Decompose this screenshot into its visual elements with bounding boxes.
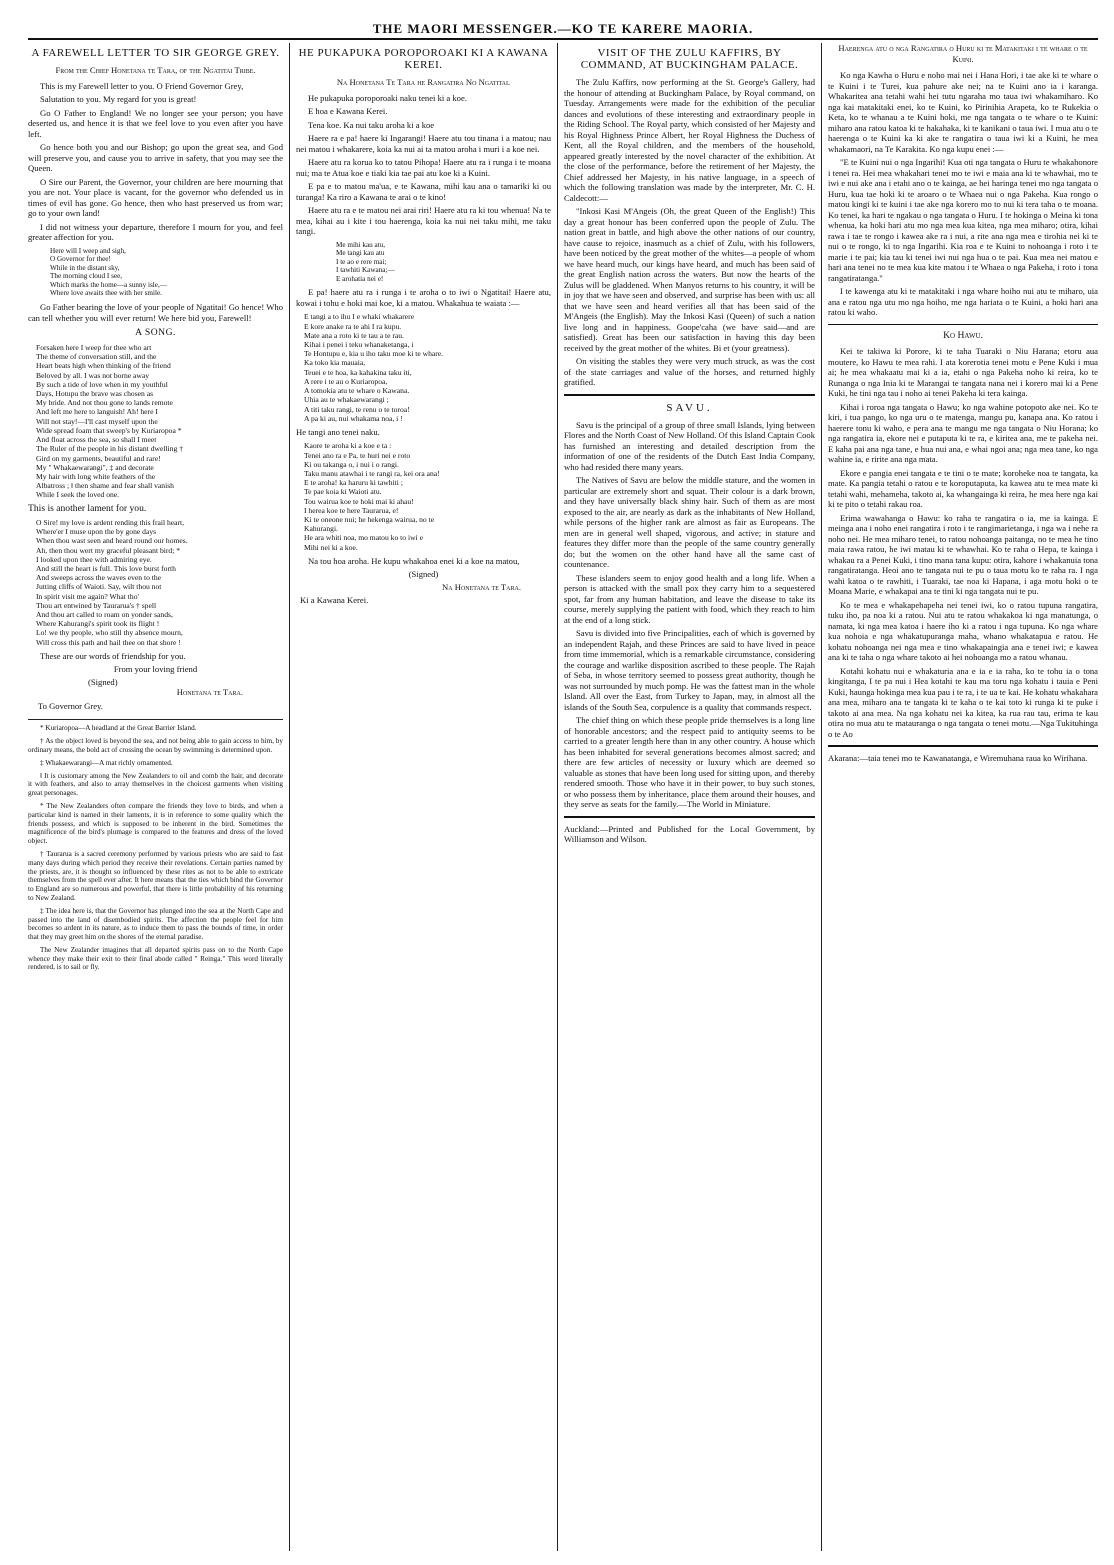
footnotes	[28, 719, 283, 972]
song-line: The theme of conversation still, and the	[36, 352, 157, 362]
footnote: † Taurarua is a sacred ceremony performed by various priests who are said to fast many days during which period they receive their revelations. Certain parties named by the priests, are, it is thought so influenced by these rites as not to be able to extricate themselves from the spell ever after. It here means that the ties which bind the Governor to England are so numerous and powerful, that there is little probability of his returning to New Zealand.	[28, 849, 283, 902]
poem-line: Me mihi kau atu,	[336, 240, 386, 249]
lament-line: O Sire! my love is ardent rending this frail heart,	[36, 518, 185, 528]
song-line: By such a tide of love when in my youthful	[36, 379, 168, 389]
poem-line: O Governor for thee!	[50, 255, 111, 264]
lament-line: Ah, then thou wert my graceful pleasant bird; *	[36, 545, 181, 555]
article-title: Ko Hawu.	[943, 329, 983, 341]
article-title: VISIT OF THE ZULU KAFFIRS, BY COMMAND, AT BUCKINGHAM PALACE.	[580, 47, 799, 71]
song-line: Heart beats high when thinking of the friend	[36, 361, 171, 371]
from-line: From your loving friend	[113, 664, 198, 675]
footnote: ‡ The idea here is, that the Governor has plunged into the sea at the North Cape and passed into the land of disembodied spirits. The affection the people feel for him becomes so ardent in its nature, as to induce them to pass the bounds of time, in order that they may greet him on the shores of the eternal paradise.	[28, 906, 283, 942]
song-line: My hair with long white feathers of the	[36, 471, 156, 481]
footnote: The New Zealander imagines that all departed spirits pass on to the North Cape whence they make their exit to their final abode called " Reinga." This word literally rendered, is to sail or fly.	[28, 945, 283, 972]
song-title: A SONG.	[135, 327, 176, 339]
paragraph: E pa! haere atu ra i runga i te aroha o to iwi o Ngatitai! Haere atu, kowai i tohu e hoki mai koe, ki a matou. Whakahua te waiata :—	[296, 287, 551, 308]
footnote: † As the object loved is beyond the sea, and not being able to gain access to him, by ordinary means, the bold act of crossing the ocean by swimming is determined upon.	[28, 737, 283, 754]
lament-line: Will cross this path and hail thee on that shore !	[36, 637, 181, 647]
lament-line: I looked upon thee with admiring eye.	[36, 554, 152, 564]
lament-line: When thou wast seen and heard round our homes.	[36, 536, 188, 546]
poem-line: E arohatia nei e!	[336, 274, 384, 283]
poem-line: Mate ana a roto ki te tau a te rau.	[304, 330, 404, 340]
signature: Na Honetana te Tara.	[442, 581, 521, 592]
column-huru-hawu	[822, 43, 1098, 1551]
poem-line: I herea koe te here Taurarua, e!	[304, 505, 399, 515]
signature: Honetana te Tara.	[176, 687, 243, 698]
paragraph: I did not witness your departure, therefore I mourn for you, and feel greater affection for you.	[28, 221, 283, 242]
song-line: And float across the sea, so shall I meet	[36, 435, 157, 445]
paragraph: Kei te takiwa ki Porore, ki te taha Tuaraki o Niu Harana; etoru aua moutere, ko Hawu te mea rahi. I ata korerotia tenei motu e Pene Kuki i mua ai; he mea whakaatu mai ki a ia, etahi o nga Pakeha noho ki reira, ko te Runanga o nga Inia ki te Marangai te tangata nana nei i korero mai ki a Pene Kuki, he tini nga tau i noho ai tenei Pakeha ki tera kainga.	[828, 346, 1098, 398]
poem	[336, 241, 551, 284]
tangi	[304, 441, 551, 551]
footnote: * Kuriaropoa—A headland at the Great Barrier Island.	[40, 724, 197, 733]
poem-line: I te ao e rere mai;	[336, 257, 387, 266]
paragraph: The Natives of Savu are below the middle stature, and the women in particular are extremely short and squat. Their colour is a dark brown, and they have universally black shiny hair. Such of them as are most exposed to the air, are nearly as dark as the inhabitants of New Holland, while persons of the higher rank are almost as fair as Europeans. The men are in general well shaped, vigorous, and active; in stature and features they differ more than the people of the same country generally do; but the women on the other hand have all the same cast of countenance.	[564, 475, 815, 569]
intro: He tangi ano tenei naku.	[296, 426, 380, 437]
paragraph: Kihai i roroa nga tangata o Hawu; ko nga wahine potopoto ake nei. Ko te kiri, i tua pango, ko nga uru o te matenga, mangu pu, kanapa ana. Ko ratou i haerere tonu ki waho, e pera ana te mangu me nga tangata o Niu Horana; ko nga rangatira ia, ekore nei e putaputa ki te ra, e kiritea ana, me te pakeha nei. E kaha pai ana nga tane, e hua nui ana, e whai ngoi ana; nga mea tane, ko nga wahine ia, e ririte ana nga mata.	[828, 401, 1098, 464]
song-line: The Ruler of the people in his distant dwelling †	[36, 444, 183, 454]
song-line: Days, Hotupu the brave was chosen as	[36, 389, 154, 399]
footnote: * The New Zealanders often compare the friends they love to birds, and when a particular kind is named in their laments, it is in reference to some quality which the friends possess, and which is supposed to be inherent in the bird. Sometimes the magnificence of the bird's plumage is compared to the features and dress of the loved object.	[28, 801, 283, 846]
paragraph: Go Father bearing the love of your people of Ngatitai! Go hence! Who can tell whether you will ever return! We here bid you, Farewell!	[28, 302, 283, 323]
poem-line: Uhia au te whakaewarangi ;	[304, 395, 389, 405]
divider	[564, 816, 815, 818]
footnote: ‖ It is customary among the New Zealanders to oil and comb the hair, and decorate it with feathers, and also to array themselves in the choicest garments when visiting great personages.	[28, 771, 283, 798]
poem-line: A pa ki au, nui whakama noa, i !	[304, 413, 403, 423]
poem-line: Kaore te aroha ki a koe e ta :	[304, 441, 392, 451]
paragraph: O Sire our Parent, the Governor, your children are here mourning that you are not. Your place is vacant, for the governor who defended us in times of evil has gone. Go hence, then who hast preserved us from war; go to your own land!	[28, 176, 283, 218]
paragraph: The Zulu Kaffirs, now performing at the St. George's Gallery, had the honour of attending at Buckingham Palace, by Royal command, on Tuesday. Arrangements were made for the exhibition of the peculiar dances and evolutions of these interesting and extraordinary people in the Riding School. The Royal party, which consisted of her Majesty and his Royal Highness Prince Albert, her Royal Highness the Duchess of Kent, all the Royal children, and the members of the household, appeared greatly interested by the novel character of the exhibition. At the close of the performance, before the retirement of her Majesty, the Chief addressed her Majesty, in his native language, in a speech of which the following translation was made by the interpreter, Mr. C. H. Caldecott:—	[564, 77, 815, 203]
closing: These are our words of friendship for you.	[40, 650, 186, 661]
song-line: My " Whakaewarangi", ‡ and decorate	[36, 462, 154, 472]
poem-line: A rere i te au o Kuriaropoa,	[304, 376, 388, 386]
poem-line: Ka toko kia mauaia,	[304, 358, 366, 368]
divider	[828, 324, 1098, 325]
poem-line: E te aroha! ka haruru ki tawhiti ;	[304, 478, 403, 488]
addressee: To Governor Grey.	[38, 700, 103, 711]
poem-line: E kore anake ra te ahi I ra kupu.	[304, 321, 402, 331]
lament	[36, 518, 283, 647]
lament-line: Where Kahurangi's spirit took its flight !	[36, 619, 160, 629]
poem-line: Kahurangi.	[304, 524, 338, 534]
poem-line: Which marks the home—a sunny isle,—	[50, 280, 167, 289]
poem-line: The morning cloud I see,	[50, 272, 123, 281]
column-farewell-letter	[28, 43, 290, 1551]
poem-line: Teuei e te hoa, ka kahakina taku iti,	[304, 367, 412, 377]
masthead-rule	[28, 38, 1098, 40]
paragraph: On visiting the stables they were very much struck, as was the cost of the state carriages and value of the horses, and returned highly gratified.	[564, 356, 815, 387]
poem-line: Taku manu atawhai i te rangi ra, kei ora ana!	[304, 469, 440, 479]
song	[36, 343, 283, 499]
imprint: Akarana:—taia tenei mo te Kawanatanga, e Wiremuhana raua ko Wirihana.	[828, 753, 1088, 763]
article-byline: From the Chief Honetana te Tara, of the Ngatitai Tribe.	[55, 65, 256, 75]
poem-line: Tou wairua koe te hoki mai ki ahau!	[304, 496, 414, 506]
waiata	[304, 312, 551, 422]
song-line: Will not stay!—I'll cast myself upon the	[36, 416, 158, 426]
article-title: Haerenga atu o nga Rangatira o Huru ki te Matakitaki i te whare o te Kuini.	[838, 43, 1088, 64]
addressee: Ki a Kawana Kerei.	[300, 595, 369, 606]
song-line: Beloved by all. I was not borne away	[36, 370, 150, 380]
song-line: Albatross ; ‖ then shame and fear shall vanish	[36, 481, 174, 491]
signed-label: (Signed)	[88, 676, 118, 687]
poem-line: A titi taku rangi, te renu o te toroa!	[304, 404, 410, 414]
divider	[564, 394, 815, 396]
paragraph: This is my Farewell letter to you. O Friend Governor Grey,	[40, 80, 244, 91]
poem-line: Te pae koia ki Waioti atu.	[304, 487, 382, 497]
poem-line: Where love awaits thee with her smile.	[50, 289, 162, 298]
poem-line: Kihai i penei i teku whanaketanga, i	[304, 340, 414, 350]
article-title: A FAREWELL LETTER TO SIR GEORGE GREY.	[31, 47, 280, 59]
paragraph: Erima wawahanga o Hawu: ko raha te rangatira o ia, me ia kainga. E meinga ana i noho enei rangatira i roto i te rangimarietanga, i nga wa i nehe ra noho nei. He mea miharo tenei, to ratou nohoanga paitanga, no te mea he tino maia rawa ratou, he iwi matau ki te whawhai. Ko te raha o Hepa, te kainga i whakau ra a Penei Kuki, i tino mana tana kupu: otira, kahore i whakanuia tona rangatiratanga. Heoi ano te tangata nui te pu o taua motu ko te raha ra. I nga wahi katoa o te rawhiti, i Tuaraki, tae noa ki Hapana, i aga motu hoki o te Moana Marie, e whakapai ana te tini ki nga tangata nui te pu.	[828, 512, 1098, 596]
column-zulu-savu	[558, 43, 822, 1551]
song-line: Forsaken here I weep for thee who art	[36, 343, 152, 353]
article-byline: Na Honetana Te Tara he Rangatira No Ngatitai.	[336, 77, 511, 87]
poem-line: While in the distant sky,	[50, 263, 120, 272]
lament-title: This is another lament for you.	[28, 502, 147, 514]
paragraph: He pukapuka poroporoaki naku tenei ki a koe.	[308, 92, 467, 103]
paragraph: Savu is divided into five Principalities, each of which is governed by an independent Rajah, and these Princes are said to have lived in peace from time immemorial, which is a remarkable circumstance, considering the courage and warlike disposition ascribed to these people. The Rajah of Seba, in whose territory seemed to possess great authority, though he was not surrounded by much pomp. He was the fattest man in the whole Island. All over the East, from Turkey to Japan, may, in almost all the islands of the South Sea, corpulence is a quality that commands respect.	[564, 628, 815, 712]
paragraph: Savu is the principal of a group of three small Islands, lying between Flores and the North Coast of New Holland. Of this Island Captain Cook has furnished an interesting and detailed description from the information of one of the residents of the Dutch East India Company, who had resided there many years.	[564, 419, 815, 472]
imprint: Auckland:—Printed and Published for the Local Government, by Williamson and Wilson.	[564, 823, 815, 844]
paragraph: Ko nga Kawha o Huru e noho mai nei i Hana Hori, i tae ake ki te whare o te Kuini i te Turei, kua pahure ake nei; na te Kuini ano ia i karanga. Whakaritea ana tetahi wahi hei tutu ngaraha mo taua iwi whakamiharo. Ko nga kai matakitaki enei, ko te Kuini, ko Pirinihia Arapeta, ko te Rukekia o Keta, ko te whanau a te Kuini hoki, me nga tangata o te whare o te Kuini: miharo ana ratou katoa ki te hakahaka, ki te kanikani o taua iwi. I mua atu o te haerenga o te Kuini ka ki ake te rangatira o taua iwi ki a Kuini, he mea whakamaori, na Te Karakita. Ko nga kupu enei :—	[828, 70, 1098, 154]
article-title: SAVU.	[666, 401, 713, 414]
closing: Na tou hoa aroha. He kupu whakahoa enei ki a koe na matou,	[308, 555, 520, 566]
paragraph: E hoa e Kawana Kerei.	[308, 106, 388, 116]
poem	[50, 247, 283, 299]
lament-line: In spirit visit me again? What tho'	[36, 591, 139, 601]
poem-line: Me tangi kau atu	[336, 249, 385, 258]
footnote: ‡ Whakaewarangi—A mat richly ornamented.	[40, 758, 173, 767]
paragraph: Go hence both you and our Bishop; go upon the great sea, and God will preserve you, and cause you to arrive in safety, that you may see the Queen.	[28, 142, 283, 173]
lament-line: Jutting cliffs of Waioti. Say, wilt thou not	[36, 582, 162, 592]
poem-line: He ara whiti noa, mo matou ko to iwi e	[304, 533, 423, 543]
paragraph: Tena koe. Ka nui taku aroha ki a koe	[308, 119, 435, 130]
lament-line: Thou art entwined by Taurarua's † spell	[36, 600, 157, 610]
poem-line: E tangi a to ihu I e whaki whakarere	[304, 312, 415, 322]
signed-label: (Signed)	[408, 569, 439, 580]
lament-line: And thou art called to roam on yonder sands,	[36, 610, 173, 620]
song-line: My bride. And not thou gone to lands remote	[36, 398, 173, 408]
paragraph: I te kawenga atu ki te matakitaki i nga whare hoiho nui atu te miharo, uia ana e ratou nga utu mo nga hoiho, me nga hariata o te Kuini, a hoki hari ana ratou ki waho.	[828, 286, 1098, 317]
poem-line: Mihi nei ki a koe.	[304, 542, 358, 552]
columns	[28, 43, 1098, 1551]
divider	[828, 745, 1098, 747]
poem-line: Here will I weep and sigh,	[50, 246, 126, 255]
paragraph: Ekore e pangia enei tangata e te tini o te mate; koroheke noa te tangata, ka mate. Ka pangia tetahi o ratou e te koroputaputa, ka kawea atu te mea mate ki tetahi wahi, mehameha, takoto ai, ka whangainga ki reira, he mea here nga kai ki te pito o tetahi rakau roa.	[828, 467, 1098, 509]
song-line: And left me here to languish! Ah! here I	[36, 407, 158, 417]
poem-line: Tenei ano ra e Pa, te huri nei e roto	[304, 450, 411, 460]
column-maori-letter	[290, 43, 558, 1551]
paragraph: Salutation to you. My regard for you is great!	[40, 94, 197, 104]
masthead: THE MAORI MESSENGER.—KO TE KARERE MAORIA.	[372, 21, 754, 36]
poem-line: Ki te oneone nui; he hekenga wairua, no te	[304, 515, 435, 525]
paragraph: Haere atu ra korua ko to tatou Pihopa! Haere atu ra i runga i te moana nui; ma te Atua koe e tiaki kia tae pai atu koe ki a Kuini.	[296, 157, 551, 178]
poem-line: Ki ou takanga o, i nui i o rangi.	[304, 459, 399, 469]
lament-line: Lo! we thy people, who still thy absence mourn,	[36, 628, 183, 638]
paragraph: The chief thing on which these people pride themselves is a long line of honorable ancestors; and the respect paid to antiquity seems to be carried to a greater length here than in any other country. A house which has been inhabited for several generations becomes almost sacred; and there are few articles of necessity or luxury which are deemed so valuable as stones that have been long used for sitting upon, and thereby rendered smooth. Those who have it in their power, to buy such stones, or who possess them by inheritance, place them around their houses, and they serve as seats for the family.—The World in Miniature.	[564, 715, 815, 809]
paragraph: These islanders seem to enjoy good health and a long life. When a person is attacked with the small pox they carry him to a sequestered spot, far from any human habitation, and leave the disease to take its course, merely supplying the patient with food, which they reach to him at the end of a long stick.	[564, 572, 815, 625]
paragraph: Go O Father to England! We no longer see your person; you have deserted us, and hence it is that we feel love to you even after you have left.	[28, 107, 283, 139]
paragraph: Kotahi kohatu nui e whakaturia ana e ia e ia raha, ko te tohu ia o tona kingitanga, I te pa nui i Hea kotahi te kau ma toru nga kohatu i tauia e Peni Kuki, haunga hokinga mea kua pau i te ra, i te ua te kai. He kohatu whakahara ana mea, miharo ana te tangata ki te kaha o te kai toto ki runga ki te puke i takoto ai ana mea. Na nga kohatu nei ka kitea, ka rua rau tau, erima te kau otira no mua atu te matauranga o nga tangata o tenei motu.—Nga Tukituhinga o te Ao	[828, 665, 1098, 739]
paragraph: Ko te mea e whakapehapeha nei tenei iwi, ko o ratou tupuna rangatira, tuku iho, pa noa ki a ratou. Nui atu te ratou whakakoa ki nga manatunga, o namata, ki nga mea katoa i haere iho ki a ratou i nga tupuna. Ko nga whare kua nohoia e nga whakatupuranga maha, whano whakatapua e ratou. He kohatu nohoanga nei nga mea e tino whakapaingia ana e tenei iwi; e kawea ana ki te taha o nga whare takoto ai hei nohoanga mo a ratou whanau.	[828, 599, 1098, 662]
poem-line: A tomokia atu te whare o Kawana.	[304, 386, 410, 396]
song-line: While I seek the loved one.	[36, 490, 120, 500]
paragraph: Haere ra e pa! haere ki Ingarangi! Haere atu tou tinana i a matou; nau nei matou i whakarere, koia ka nui ai ta matou aroha i muri i a koe nei.	[296, 133, 551, 154]
poem-line: Te Hontupu e, kia u iho taku moe ki te whare.	[304, 349, 444, 359]
song-line: Wide spread foam that sweep's by Kuriaropoa *	[36, 425, 182, 435]
paragraph: "Inkosi Kasi M'Angeis (Oh, the great Queen of the English!) This day a great honour has been conferred upon the people of Zulu. The nation great in battle, and high above the other nations of our country, have cause to rejoice, inasmuch as a chief of Zulu, with his followers, have been noticed by the great mother of the whites—a people of whom we have heard much, our kings have heard, and much has been said of the great English nation across the waters. But now the hearts of the Zulus will be gladdened. When Manyos returns to his country, it will be in joy that we have seen and observed, and surprise has been with us: all that we have seen and heard verifies all that has been said of the M'Angeis (the English). May the Inkosi Kasi (Queen) of such a nation live long and in happiness. Goope'caha (we have said—and are satisfied). Great has been our satisfaction in having this day been received by the great mother of the whites. Bi et (your greatness).	[564, 206, 815, 353]
song-line: Gird on my garments, beautiful and rare!	[36, 453, 161, 463]
lament-line: And sweeps across the waves even to the	[36, 573, 162, 583]
article-title: HE PUKAPUKA POROPOROAKI KI A KAWANA KEREI.	[298, 47, 549, 71]
paragraph: Haere atu ra e te matou nei arai riri! Haere atu ra ki tou whenua! Na te mea, kihai au i kite i tou haerenga, koia ka nui nei taku mihi, me taku tangi.	[296, 205, 551, 236]
lament-line: Where'er I muse upon the by gone days	[36, 527, 157, 537]
paragraph: "E te Kuini nui o nga Ingarihi! Kua oti nga tangata o Huru te whakahonore i tenei ra. Hei mea whakahari tenei mo te iwi e maia ana ki te whawhai, mo te iwi e nui ake ana i etahi ano o te kainga, ae hei haringa tenei mo nga tangata o Huru, kua tae hoki ki te aroaro o te Whaea nui o nga Pakeha. Kua rongo o matou kingi ki te kuini i tae ake nga korero mo to nui ki tera taha o te moana. Ko tenei, ka hari te ngakau o nga tangata o Huru. I te hokinga o Meina ki tona whenua, ka hoki hari atu mo nga mea kua kitea, nga mea miharo; otira, kihai rawa i tae te rongo i kawea ake ra i nui, a rite ana nga mea e tirohia nei ki te nui o te rongo, ki to nga Ingarihi. Kia roa e te Kuini to nohoanga i roto i te marie i te pai; kia tau ki tenei iwi nui nga hua o te pai. Kua mea nei matou e hari ana tenei no te mea kua kite matou i te Whaea o nga Pakeha, i roto i tona rangatiratanga."	[828, 157, 1098, 283]
paragraph: E pa e to matou ma'ua, e te Kawana, mihi kau ana o tamariki ki ou turanga! Ka riro a Kawana te arai o te kino!	[296, 181, 551, 202]
lament-line: And still the heart is full. This love burst forth	[36, 564, 176, 574]
poem-line: I tawhiti Kawana;—	[336, 266, 395, 275]
